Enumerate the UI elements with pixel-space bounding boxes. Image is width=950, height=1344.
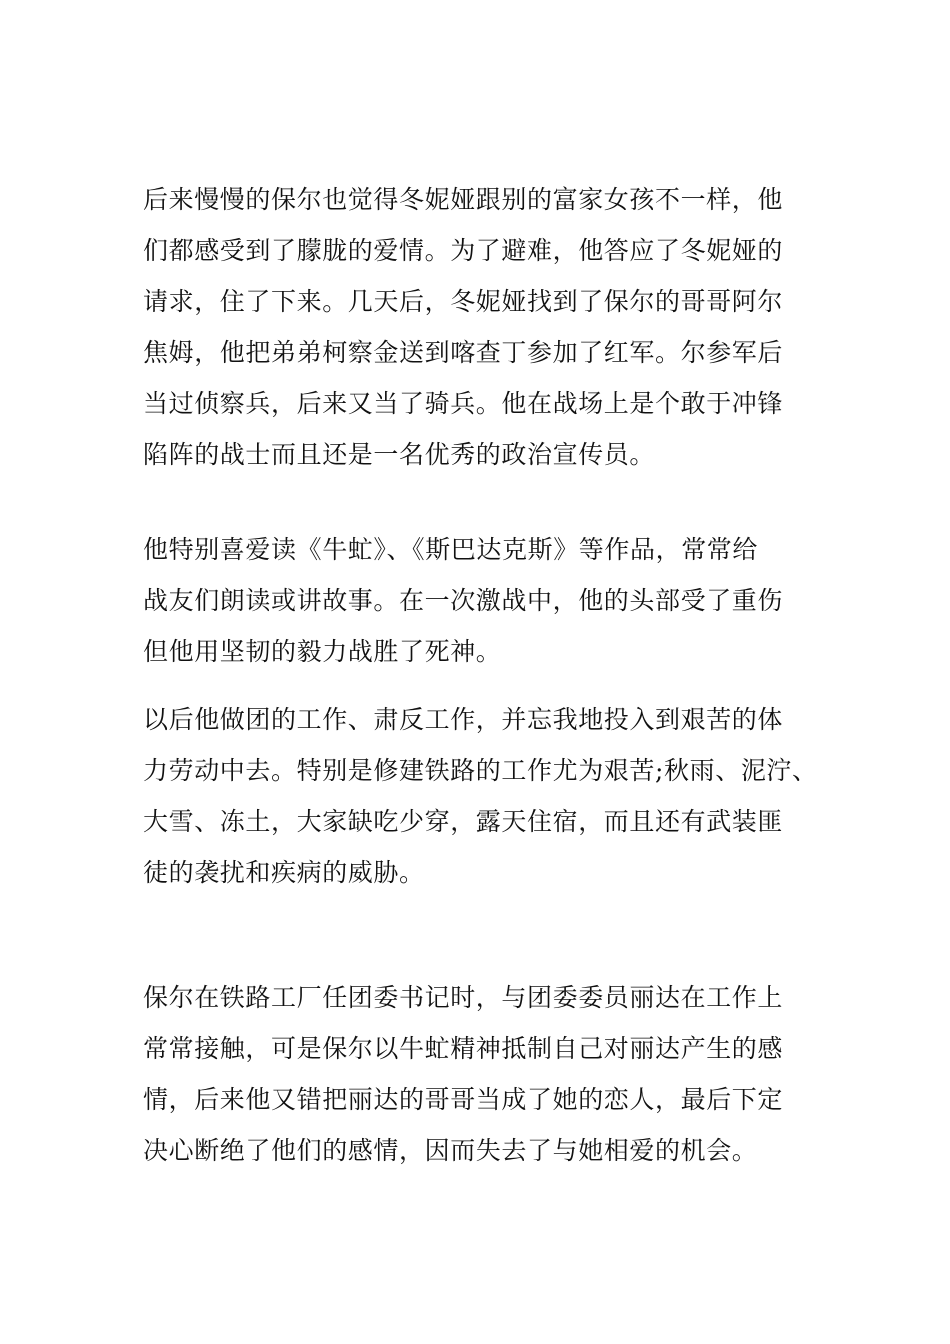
paragraph-3 xyxy=(143,694,823,898)
paragraph-line: 战友们朗读或讲故事。在一次激战中，他的头部受了重伤 xyxy=(143,586,784,615)
paragraph-line: 焦姆，他把弟弟柯察金送到喀查丁参加了红军。尔参军后 xyxy=(143,338,784,367)
paragraph-line: 但他用坚韧的毅力战胜了死神。 xyxy=(143,637,502,666)
paragraph-line: 请求，住了下来。几天后，冬妮娅找到了保尔的哥哥阿尔 xyxy=(143,287,784,316)
paragraph-line: 力劳动中去。特别是修建铁路的工作尤为艰苦;秋雨、泥泞、 xyxy=(143,756,818,785)
paragraph-line: 以后他做团的工作、肃反工作，并忘我地投入到艰苦的体 xyxy=(143,705,784,734)
paragraph-line: 陷阵的战士而且还是一名优秀的政治宣传员。 xyxy=(143,440,656,469)
paragraph-line: 大雪、冻土，大家缺吃少穿，露天住宿，而且还有武装匪 xyxy=(143,807,784,836)
paragraph-line: 当过侦察兵，后来又当了骑兵。他在战场上是个敢于冲锋 xyxy=(143,389,784,418)
paragraph-line: 常常接触，可是保尔以牛虻精神抵制自己对丽达产生的感 xyxy=(143,1034,784,1063)
paragraph-line: 保尔在铁路工厂任团委书记时，与团委委员丽达在工作上 xyxy=(143,983,784,1012)
paragraph-line: 徒的袭扰和疾病的威胁。 xyxy=(143,858,425,887)
paragraph-2 xyxy=(143,524,823,677)
paragraph-line: 们都感受到了朦胧的爱情。为了避难，他答应了冬妮娅的 xyxy=(143,236,784,265)
paragraph-line: 情，后来他又错把丽达的哥哥当成了她的恋人，最后下定 xyxy=(143,1085,784,1114)
paragraph-line: 后来慢慢的保尔也觉得冬妮娅跟别的富家女孩不一样，他 xyxy=(143,185,784,214)
paragraph-line: 他特别喜爱读《牛虻》、《斯巴达克斯》等作品，常常给 xyxy=(143,535,759,564)
paragraph-line: 决心断绝了他们的感情，因而失去了与她相爱的机会。 xyxy=(143,1136,758,1165)
paragraph-4 xyxy=(143,972,823,1176)
paragraph-1 xyxy=(143,174,823,480)
